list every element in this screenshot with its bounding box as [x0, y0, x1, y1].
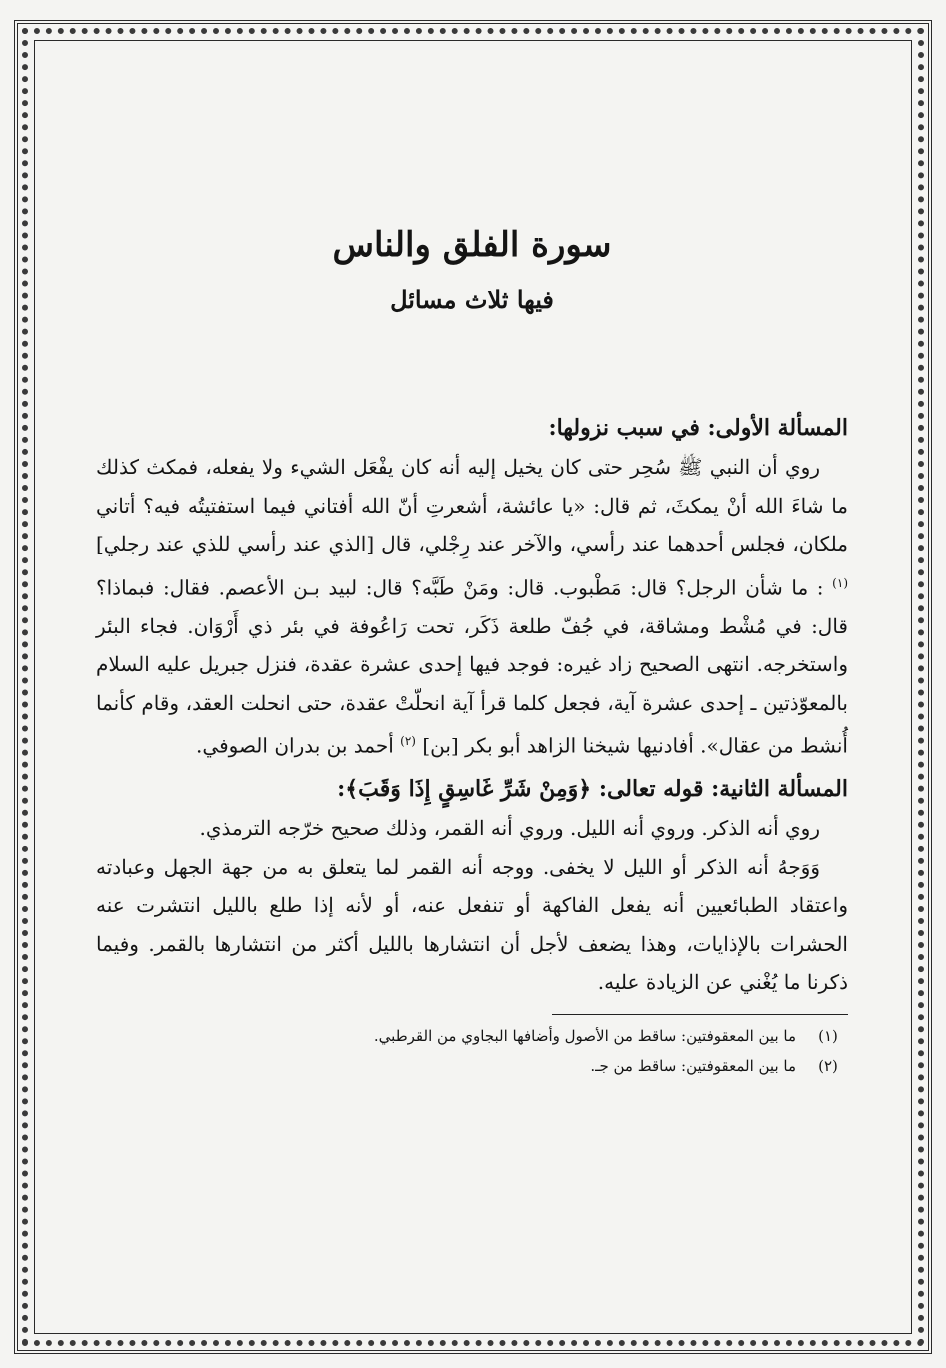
- footnote-item: [96, 1021, 848, 1051]
- page-content: [96, 220, 848, 1081]
- surah-title: سورة الفلق والناس: [332, 225, 612, 265]
- footnote-item: [96, 1051, 848, 1081]
- footnote-marker-1: (١): [832, 575, 848, 590]
- footnote-separator: [552, 1014, 848, 1015]
- footnote-number: (٢): [818, 1056, 838, 1075]
- footnote-number: (١): [818, 1026, 838, 1045]
- section-2-paragraph-2: وَوَجهُ أنه الذكر أو الليل لا يخفى. ووجه أنه القمر لما يتعلق به من جهة الجهل وعبادته واعتقاد الطبائعيين أنه يفعل الفاكهة أو تنفعل عنه، أو لأنه إذا طلع بالليل انتشرت عنه الحشرات بالإذايات، وهذا يضعف لأجل أن انتشارها بالليل أكثر من انتشارها بالقمر. وفيما ذكرنا ما يُغْني عن الزيادة عليه.: [96, 854, 848, 995]
- footnote-text: ما بين المعقوفتين: ساقط من الأصول وأضافها البجاوي من القرطبي.: [373, 1026, 796, 1045]
- footnote-text: ما بين المعقوفتين: ساقط من جـ.: [590, 1056, 796, 1075]
- surah-subtitle: فيها ثلاث مسائل: [390, 285, 554, 314]
- footnotes: [96, 1021, 848, 1081]
- section-1-paragraph: [96, 448, 848, 765]
- footnote-marker-2: (٢): [400, 734, 416, 749]
- section-1-heading: المسألة الأولى: في سبب نزولها:: [548, 415, 848, 441]
- section-1-text: روي أن النبي ﷺ سُحِر حتى كان يخيل إليه أنه كان يفْعَل الشيء ولا يفعله، فمكث كذلك ما شاءَ الله أنْ يمكثَ، ثم قال: «يا عائشة، أشعرتِ أنّ الله أفتاني فيما استفتيتُه فيه؟ أتاني ملكان، فجلس أحدهما عند رأسي، والآخر عند رِجْلي، قال [الذي عند رأسي للذي عند رجلي]: [96, 455, 848, 556]
- section-2-paragraph-1: روي أنه الذكر. وروي أنه الليل. وروي أنه القمر، وذلك صحيح خرّجه الترمذي.: [199, 816, 820, 841]
- section-1-text-continued: : ما شأن الرجل؟ قال: مَطْبوب. قال: ومَنْ طَبَّه؟ قال: لبيد بـن الأعصم. فقال: فبماذا؟ قال: في مُشْط ومشاقة، في جُفّ طلعة ذَكَر، تحت رَاعُوفة في بئر ذي أَرْوَان. فجاء البئر واستخرجه. انتهى الصحيح زاد غيره: فوجد فيها إحدى عشرة عقدة، فنزل جبريل عليه السلام بالمعوّذتين ـ إحدى عشرة آية، فجعل كلما قرأ آية انحلّتْ عقدة، حتى انحلت العقد، وقام كأنما أُنشط من عقال». أفادنيها شيخنا الزاهد أبو بكر [بن]: [96, 575, 848, 758]
- section-2-heading: المسألة الثانية: قوله تعالى: ﴿وَمِنْ شَرِّ غَاسِقٍ إِذَا وَقَبَ﴾:: [337, 776, 848, 803]
- section-1-text-end: أحمد بن بدران الصوفي.: [196, 733, 394, 758]
